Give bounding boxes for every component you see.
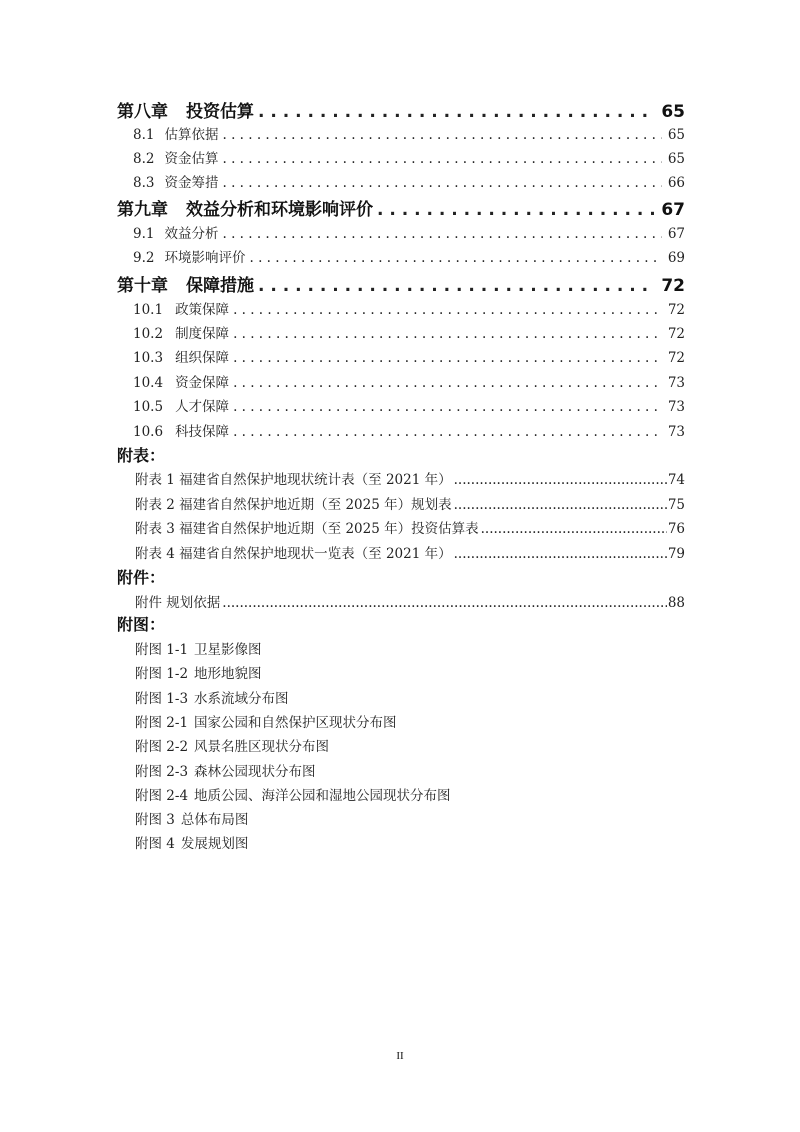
chapter-number: 第九章	[117, 200, 168, 219]
section-number: 8.3	[133, 175, 155, 191]
figure-title: 森林公园现状分布图	[194, 764, 316, 780]
section-title: 资金估算	[164, 151, 219, 167]
page-number: 72	[667, 350, 685, 366]
figure-number: 附图 2-1	[135, 715, 189, 731]
dot-leader	[222, 226, 661, 242]
dot-leader	[233, 350, 662, 366]
dot-leader	[233, 302, 662, 318]
figure-title: 水系流域分布图	[194, 691, 289, 707]
section-title: 环境影响评价	[164, 250, 246, 266]
dot-leader	[454, 546, 667, 562]
page-footer-number: II	[396, 1050, 404, 1062]
chapter-title: 投资估算	[186, 102, 254, 121]
table-title: 附表 3 福建省自然保护地近期（至 2025 年）投资估算表	[135, 521, 479, 537]
page-number: 72	[667, 302, 685, 318]
section-number: 10.6	[133, 424, 164, 440]
section-title: 估算依据	[164, 127, 219, 143]
dot-leader	[233, 399, 662, 415]
dot-leader	[377, 200, 655, 219]
page-number: 72	[661, 276, 685, 295]
figure-item-2-1[interactable]	[135, 711, 397, 731]
figure-item-1-1[interactable]	[135, 638, 262, 658]
dot-leader	[258, 276, 655, 295]
page-number: 67	[667, 226, 685, 242]
section-number: 8.1	[133, 127, 155, 143]
chapter-title: 效益分析和环境影响评价	[186, 200, 373, 219]
attachments-heading: 附件：	[117, 568, 166, 587]
toc-section-9-1[interactable]	[133, 222, 685, 244]
figure-title: 地质公园、海洋公园和湿地公园现状分布图	[194, 788, 451, 804]
figure-item-3[interactable]	[135, 808, 248, 828]
page-number: 79	[667, 546, 685, 562]
toc-section-8-3[interactable]	[133, 171, 685, 193]
figure-number: 附图 2-4	[135, 788, 189, 804]
figure-item-2-3[interactable]	[135, 760, 316, 780]
chapter-number: 第八章	[117, 102, 168, 121]
toc-attached-table-2[interactable]	[135, 493, 685, 515]
attachment-title: 附件 规划依据	[135, 595, 221, 611]
figure-item-2-4[interactable]	[135, 784, 451, 804]
figure-number: 附图 1-3	[135, 691, 189, 707]
toc-chapter-10[interactable]	[117, 271, 685, 295]
section-number: 9.2	[133, 250, 155, 266]
figure-title: 风景名胜区现状分布图	[194, 739, 330, 755]
section-title: 制度保障	[175, 326, 230, 342]
figure-item-2-2[interactable]	[135, 735, 329, 755]
figure-title: 发展规划图	[180, 836, 249, 852]
figure-title: 国家公园和自然保护区现状分布图	[194, 715, 397, 731]
toc-chapter-8[interactable]	[117, 97, 685, 121]
toc-attached-table-3[interactable]	[135, 517, 685, 539]
section-number: 10.4	[133, 375, 164, 391]
attached-tables-heading: 附表：	[117, 446, 166, 465]
toc-attached-table-1[interactable]	[135, 468, 685, 490]
page-number: 69	[667, 250, 685, 266]
table-title: 附表 4 福建省自然保护地现状一览表（至 2021 年）	[135, 546, 452, 562]
toc-section-10-2[interactable]	[133, 322, 685, 344]
figure-number: 附图 1-1	[135, 642, 189, 658]
page-number: 72	[667, 326, 685, 342]
dot-leader	[233, 424, 662, 440]
chapter-number: 第十章	[117, 276, 168, 295]
dot-leader	[481, 521, 667, 537]
page-number: 66	[667, 175, 685, 191]
dot-leader	[233, 326, 662, 342]
section-number: 9.1	[133, 226, 155, 242]
dot-leader	[222, 151, 661, 167]
section-title: 资金保障	[175, 375, 230, 391]
page-number: 65	[667, 151, 685, 167]
page-number: 74	[667, 472, 685, 488]
section-number: 10.1	[133, 302, 164, 318]
section-title: 人才保障	[175, 399, 230, 415]
section-number: 10.3	[133, 350, 164, 366]
dot-leader	[222, 175, 661, 191]
page-number: 65	[661, 102, 685, 121]
page-number: 76	[667, 521, 685, 537]
page-number: 73	[667, 375, 685, 391]
figure-item-1-2[interactable]	[135, 662, 262, 682]
figure-item-4[interactable]	[135, 832, 248, 852]
toc-section-10-6[interactable]	[133, 420, 685, 442]
figure-title: 地形地貌图	[194, 666, 262, 682]
figure-number: 附图 4	[135, 836, 175, 852]
chapter-title: 保障措施	[186, 276, 254, 295]
attached-figures-heading: 附图：	[117, 615, 166, 634]
toc-attachment-1[interactable]	[135, 591, 685, 613]
toc-attached-table-4[interactable]	[135, 542, 685, 564]
toc-section-8-1[interactable]	[133, 123, 685, 145]
dot-leader	[222, 127, 661, 143]
page-number: 67	[661, 200, 685, 219]
toc-section-8-2[interactable]	[133, 147, 685, 169]
page-number: 75	[667, 497, 685, 513]
section-title: 资金筹措	[164, 175, 219, 191]
table-title: 附表 1 福建省自然保护地现状统计表（至 2021 年）	[135, 472, 452, 488]
table-title: 附表 2 福建省自然保护地近期（至 2025 年）规划表	[135, 497, 452, 513]
dot-leader	[454, 472, 667, 488]
toc-section-9-2[interactable]	[133, 246, 685, 268]
section-title: 效益分析	[164, 226, 219, 242]
section-title: 政策保障	[175, 302, 230, 318]
page-number: 73	[667, 399, 685, 415]
section-title: 科技保障	[175, 424, 230, 440]
toc-chapter-9[interactable]	[117, 195, 685, 219]
figure-number: 附图 2-3	[135, 764, 189, 780]
figure-title: 总体布局图	[180, 812, 249, 828]
section-number: 10.2	[133, 326, 164, 342]
section-number: 10.5	[133, 399, 164, 415]
toc-section-10-1[interactable]	[133, 298, 685, 320]
page-number: 73	[667, 424, 685, 440]
figure-number: 附图 1-2	[135, 666, 189, 682]
figure-item-1-3[interactable]	[135, 687, 289, 707]
dot-leader	[233, 375, 662, 391]
dot-leader	[258, 102, 655, 121]
figure-number: 附图 3	[135, 812, 175, 828]
page-number: 65	[667, 127, 685, 143]
section-number: 8.2	[133, 151, 155, 167]
dot-leader	[222, 595, 667, 611]
section-title: 组织保障	[175, 350, 230, 366]
dot-leader	[454, 497, 667, 513]
dot-leader	[249, 250, 661, 266]
page-number: 88	[667, 595, 685, 611]
toc-section-10-3[interactable]	[133, 346, 685, 368]
toc-section-10-4[interactable]	[133, 371, 685, 393]
figure-title: 卫星影像图	[194, 642, 262, 658]
toc-section-10-5[interactable]	[133, 395, 685, 417]
figure-number: 附图 2-2	[135, 739, 189, 755]
